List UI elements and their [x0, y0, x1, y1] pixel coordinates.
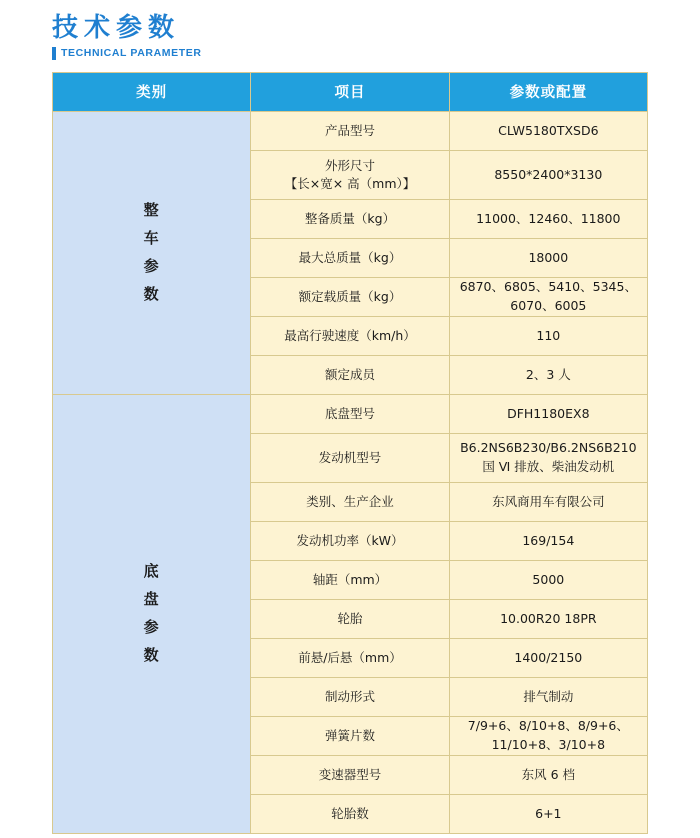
spec-table — [52, 72, 648, 834]
value-cell: 110 — [449, 316, 647, 355]
category-label: 底 盘 参 数 — [143, 562, 160, 664]
item-cell: 制动形式 — [251, 677, 449, 716]
value-cell: 1400/2150 — [449, 638, 647, 677]
value-cell: DFH1180EX8 — [449, 394, 647, 433]
value-cell: 6870、6805、5410、5345、6070、6005 — [449, 277, 647, 316]
value-line-2: 国 Ⅵ 排放、柴油发动机 — [482, 458, 615, 474]
accent-bar-icon — [52, 47, 56, 60]
item-line-1: 外形尺寸 — [324, 157, 375, 173]
value-cell: 排气制动 — [449, 677, 647, 716]
value-line-1: B6.2NS6B230/B6.2NS6B210 — [460, 440, 637, 456]
item-cell: 额定成员 — [251, 355, 449, 394]
item-line-2: 【长×宽× 高（mm）】 — [284, 175, 416, 191]
item-cell: 类别、生产企业 — [251, 482, 449, 521]
value-cell — [449, 433, 647, 482]
item-cell: 最大总质量（kg） — [251, 238, 449, 277]
item-cell: 轴距（mm） — [251, 560, 449, 599]
item-cell: 发动机功率（kW） — [251, 521, 449, 560]
item-cell: 前悬/后悬（mm） — [251, 638, 449, 677]
item-cell: 整备质量（kg） — [251, 199, 449, 238]
spec-table-wrapper — [52, 72, 648, 834]
column-header-item: 项目 — [251, 72, 449, 111]
value-cell: 2、3 人 — [449, 355, 647, 394]
page-subtitle — [52, 47, 700, 60]
value-cell: 5000 — [449, 560, 647, 599]
value-cell: 东风 6 档 — [449, 755, 647, 794]
item-cell — [251, 150, 449, 199]
table-header-row — [53, 72, 648, 111]
value-cell: 10.00R20 18PR — [449, 599, 647, 638]
table-row — [53, 394, 648, 433]
column-header-value: 参数或配置 — [449, 72, 647, 111]
item-cell: 最高行驶速度（km/h） — [251, 316, 449, 355]
item-cell: 轮胎数 — [251, 794, 449, 833]
value-cell: 11000、12460、11800 — [449, 199, 647, 238]
item-cell: 发动机型号 — [251, 433, 449, 482]
value-cell: 7/9+6、8/10+8、8/9+6、11/10+8、3/10+8 — [449, 716, 647, 755]
page-title: 技术参数 — [52, 13, 181, 43]
item-cell: 弹簧片数 — [251, 716, 449, 755]
category-label: 整 车 参 数 — [143, 201, 160, 303]
item-cell: 额定载质量（kg） — [251, 277, 449, 316]
item-cell: 轮胎 — [251, 599, 449, 638]
page-subtitle-text: TECHNICAL PARAMETER — [61, 47, 202, 60]
item-cell: 产品型号 — [251, 111, 449, 150]
page-header — [0, 0, 700, 60]
item-cell: 底盘型号 — [251, 394, 449, 433]
value-cell: CLW5180TXSD6 — [449, 111, 647, 150]
value-cell: 18000 — [449, 238, 647, 277]
value-cell: 东风商用车有限公司 — [449, 482, 647, 521]
category-cell-vehicle — [53, 111, 251, 394]
table-row — [53, 111, 648, 150]
item-cell: 变速器型号 — [251, 755, 449, 794]
value-cell: 6+1 — [449, 794, 647, 833]
category-cell-chassis — [53, 394, 251, 833]
column-header-category: 类别 — [53, 72, 251, 111]
value-cell: 169/154 — [449, 521, 647, 560]
value-cell: 8550*2400*3130 — [449, 150, 647, 199]
